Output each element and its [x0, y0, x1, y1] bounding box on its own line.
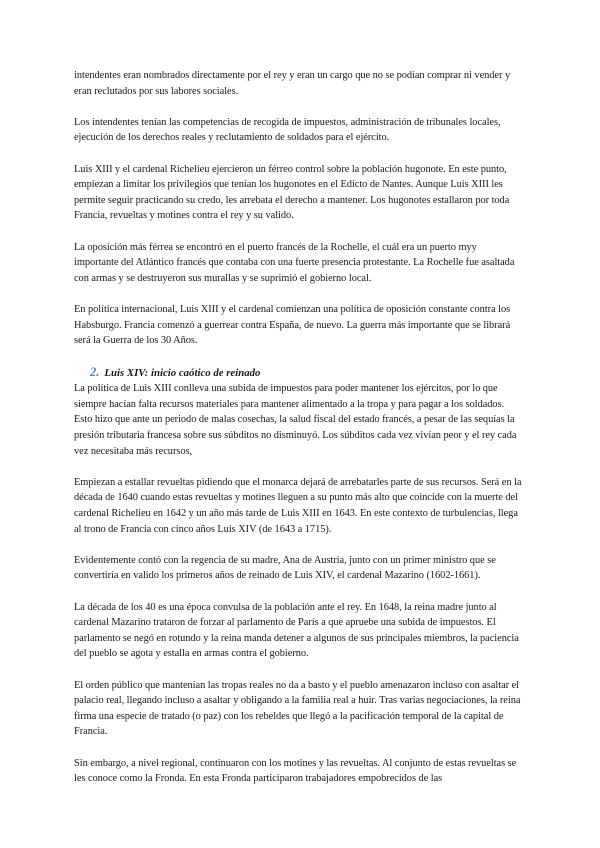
document-page [74, 68, 522, 802]
paragraph-orden-publico: El orden público que mantenían las tropas reales no da a basto y el pueblo amenazaron incluso con asaltar el palacio real, llegando incluso a asaltar y obligando a la familia real a huir. Tras varias negociaciones, la reina firma una especie de tratado (o paz) con los rebeldes que llegó a la pacificación temporal de la capital de Francia. [74, 679, 521, 738]
paragraph-rochelle: La oposición más férrea se encontró en el puerto francés de la Rochelle, el cuál era un puerto myy importante del Atlántico francés que contaba con una fuerte presencia protestante. La Rochelle fue asaltada con armas y se destruyeron sus murallas y se suprimió el gobierno local. [74, 241, 515, 284]
paragraph-decada-40: La década de los 40 es una época convulsa de la población ante el rey. En 1648, la reina madre junto al cardenal Mazarino trataron de forzar al parlamento de París a que apruebe una subida de impuestos. El parlamento se negó en rotundo y la reina manda detener a algunos de sus principales miembros, la paciencia del pueblo se agota y estalla en armas contra el gobierno. [74, 601, 519, 660]
paragraph-fronda: Sin embargo, a nivel regional, continuaron con los motines y las revueltas. Al conjunto de estas revueltas se les conoce como la Fronda. En esta Fronda participaron trabajadores empobrecidos de las [74, 757, 517, 785]
section-heading [74, 364, 522, 381]
paragraph-politica-internacional: En política internacional, Luis XIII y el cardenal comienzan una política de oposición constante contra los Habsburgo. Francia comenzó a guerrear contra España, de nuevo. La guerra más importante que se librará será la Guerra de los 30 Años. [74, 303, 511, 347]
section-number: 2. [90, 365, 100, 380]
paragraph-intendentes-competencias: Los intendentes tenían las competencias de recogida de impuestos, administración de tribunales locales, ejecución de los derechos reales y reclutamiento de soldados para el ejército. [74, 116, 501, 144]
paragraph-hugonotes: Luis XIII y el cardenal Richelieu ejercieron un férreo control sobre la población hugonote. En este punto, empiezan a limitar los privilegios que tenían los hugonotes en el Edicto de Nantes. Aunque Luis XIII les permite seguir practicando su credo, les arrebata el derecho a mantener. Los hugonotes estallaron por toda Francia, revueltas y motines contra el rey y su valido. [74, 163, 510, 222]
paragraph-regencia: Evidentemente contó con la regencia de su madre, Ana de Austria, junto con un primer ministro que se convertiría en valido los primeros años de reinado de Luis XIV, el cardenal Mazarino (1602-1661). [74, 554, 496, 582]
paragraph-subida-impuestos: La política de Luis XIII conlleva una subida de impuestos para poder mantener los ejércitos, por lo que siempre hacían falta recursos materiales para mantener alimentado a la tropa y para pagar a los soldados. Esto hizo que ante un periodo de malas cosechas, la salud fiscal del estado francés, a pesar de las sequías la presión tributaria francesa sobre sus súbditos no disminuyó. Los súbditos cada vez vivían peor y el rey cada vez necesitaba más recursos, [74, 383, 517, 457]
paragraph-revueltas: Empiezan a estallar revueltas pidiendo que el monarca dejará de arrebatarles parte de sus recursos. Será en la década de 1640 cuando estas revueltas y motines lleguen a su punto más alto que coincide con la muerte del cardenal Richelieu en 1642 y un año más tarde de Luis XIII en 1643. En este contexto de turbulencias, llega al trono de Francia con cinco años Luis XIV (de 1643 a 1715). [74, 476, 522, 535]
section-title: Luis XIV: inicio caótico de reinado [104, 367, 261, 380]
paragraph-intendentes-intro: intendentes eran nombrados directamente por el rey y eran un cargo que no se podían comprar ni vender y eran reclutados por sus labores sociales. [74, 70, 511, 97]
